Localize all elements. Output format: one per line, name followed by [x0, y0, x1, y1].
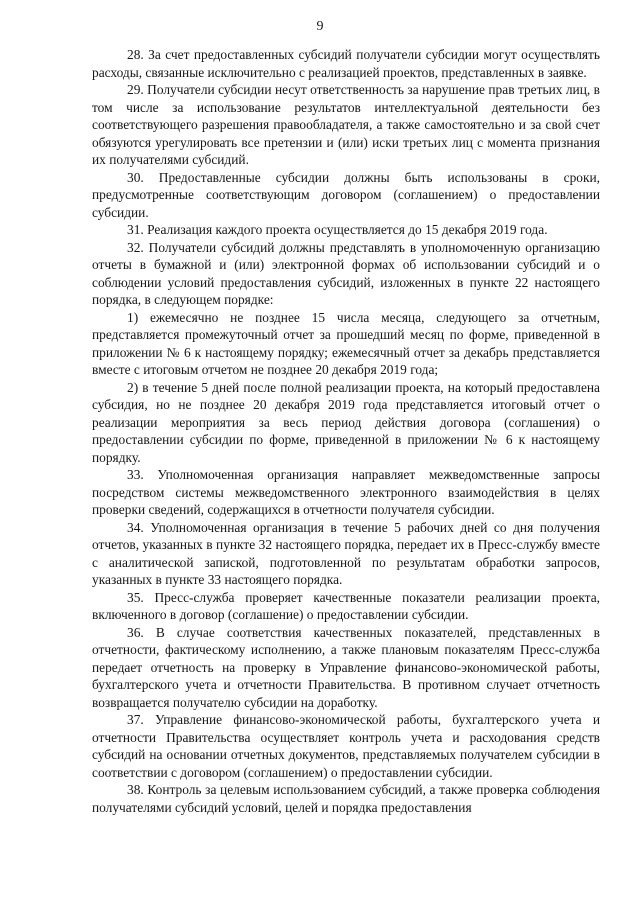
paragraph-35: 35. Пресс-служба проверяет качественные показатели реализации проекта, включенного в договор (соглашение) о предоставлении субсидии. — [92, 589, 600, 622]
document-body — [92, 46, 600, 816]
paragraph-37: 37. Управление финансово-экономической работы, бухгалтерского учета и отчетности Правительства осуществляет контроль учета и расходования средств субсидий на основании отчетных документов, представляемых получателем субсидии в соответствии с договором (соглашением) о предоставлении субсидии. — [92, 712, 600, 780]
page-number: 9 — [316, 19, 324, 34]
paragraph-34: 34. Уполномоченная организация в течение 5 рабочих дней со дня получения отчетов, указанных в пункте 32 настоящего порядка, передает их в Пресс-службу вместе с аналитической запиской, подготовленной по результатам обработки запросов, указанных в пункте 33 настоящего порядка. — [92, 519, 600, 587]
paragraph-31: 31. Реализация каждого проекта осуществляется до 15 декабря 2019 года. — [127, 222, 548, 237]
paragraph-28: 28. За счет предоставленных субсидий получатели субсидии могут осуществлять расходы, связанные исключительно с реализацией проектов, представленных в заявке. — [92, 47, 600, 80]
paragraph-30: 30. Предоставленные субсидии должны быть использованы в сроки, предусмотренные соответствующим договором (соглашением) о предоставлении субсидии. — [92, 169, 600, 220]
paragraph-32-item-2: 2) в течение 5 дней после полной реализации проекта, на который предоставлена субсидия, но не позднее 20 декабря 2019 года представляется итоговый отчет о реализации мероприятия за весь период действия договора (соглашения) о предоставлении субсидии по форме, приведенной в приложении № 6 к настоящему порядку. — [92, 379, 600, 465]
paragraph-29: 29. Получатели субсидии несут ответственность за нарушение прав третьих лиц, в том числе за использование результатов интеллектуальной деятельности без соответствующего разрешения правообладателя, а также самостоятельно и за свой счет обязуются урегулировать все претензии и (или) иски третьих лиц с момента признания их получателями субсидий. — [92, 82, 600, 167]
paragraph-38: 38. Контроль за целевым использованием субсидий, а также проверка соблюдения получателями субсидий условий, целей и порядка предоставления — [92, 782, 600, 815]
paragraph-32: 32. Получатели субсидий должны представлять в уполномоченную организацию отчеты в бумажной и (или) электронной формах об использовании субсидий и о соблюдении условий предоставления субсидий, изложенных в пункте 22 настоящего порядка, в следующем порядке: — [92, 239, 600, 307]
paragraph-32-item-1: 1) ежемесячно не позднее 15 числа месяца, следующего за отчетным, представляется промежуточный отчет за прошедший месяц по форме, приведенной в приложении № 6 к настоящему порядку; ежемесячный отчет за декабрь представляется вместе с итоговым отчетом не позднее 20 декабря 2019 года; — [92, 309, 600, 377]
paragraph-36: 36. В случае соответствия качественных показателей, представленных в отчетности, фактическому исполнению, а также плановым показателям Пресс-служба передает отчетность на проверку в Управление финансово-экономической работы, бухгалтерского учета и отчетности Правительства. В противном случает отчетность возвращается получателю субсидии на доработку. — [92, 624, 600, 710]
paragraph-33: 33. Уполномоченная организация направляет межведомственные запросы посредством системы межведомственного электронного взаимодействия в целях проверки сведений, содержащихся в отчетности получателя субсидии. — [92, 467, 600, 517]
